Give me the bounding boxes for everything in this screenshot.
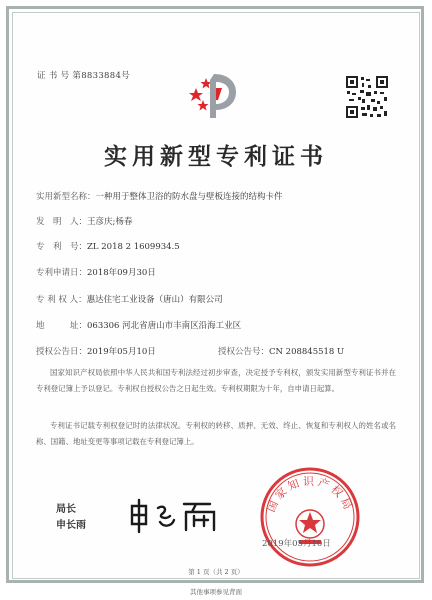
field-value: 惠达住宅工业设备（唐山）有限公司 (86, 295, 223, 305)
field-value: 2018年09月30日 (87, 268, 156, 278)
field-inventor (36, 215, 132, 227)
field-label: 专 利 号： (36, 242, 88, 252)
field-label: 实用新型名称： (36, 192, 96, 202)
director-signature (128, 498, 224, 534)
field-label: 授权公告日： (36, 347, 88, 357)
director-title: 局长 (56, 504, 76, 515)
field-label: 发 明 人： (36, 217, 88, 227)
grant-statement-paragraph: 国家知识产权局依照中华人民共和国专利法经过初步审查，决定授予专利权，颁发实用新型专利证书并在专利登记簿上予以登记。专利权自授权公告之日起生效。专利权期限为十年，自申请日起算。 (36, 368, 396, 393)
field-value: 063306 河北省唐山市丰南区沿海工业区 (87, 321, 242, 331)
director-name: 申长雨 (56, 520, 86, 531)
seal-text: 国家知识产权局 (264, 475, 356, 515)
field-value: ZL 2018 2 1609934.5 (87, 242, 180, 252)
footer-note: 其他事项参见背面 (190, 588, 242, 596)
field-address (36, 319, 241, 331)
legal-status-paragraph: 专利证书记载专利权登记时的法律状况。专利权的转移、质押、无效、终止、恢复和专利权人的姓名或名称、国籍、地址变更等事项记载在专利登记簿上。 (36, 421, 396, 446)
field-label: 专利申请日： (36, 268, 88, 278)
page-info: 第 1 页（共 2 页） (188, 568, 244, 576)
field-grant-date (36, 345, 156, 357)
field-label: 授权公告号： (218, 347, 270, 357)
official-seal-icon (255, 462, 365, 572)
field-label: 专 利 权 人： (36, 295, 87, 305)
field-value: CN 208845518 U (269, 347, 345, 357)
field-value: 2019年05月10日 (87, 347, 156, 357)
field-value: 王彦庆;杨春 (87, 217, 133, 227)
cnipa-logo-icon (186, 66, 244, 124)
field-label: 地 址： (36, 321, 88, 331)
field-patent-number (36, 240, 180, 252)
field-patentee (36, 293, 223, 305)
seal-date: 2019年05月10日 (262, 539, 331, 549)
qr-code-icon (345, 75, 389, 119)
certificate-title: 实用新型专利证书 (104, 143, 328, 170)
field-utility-model-name (36, 190, 283, 202)
certificate-number: 证 书 号 第8833884号 (37, 71, 130, 81)
field-value: 一种用于整体卫浴的防水盘与壁板连接的结构卡件 (95, 192, 283, 202)
field-announcement-number (218, 345, 344, 357)
field-application-date (36, 266, 156, 278)
